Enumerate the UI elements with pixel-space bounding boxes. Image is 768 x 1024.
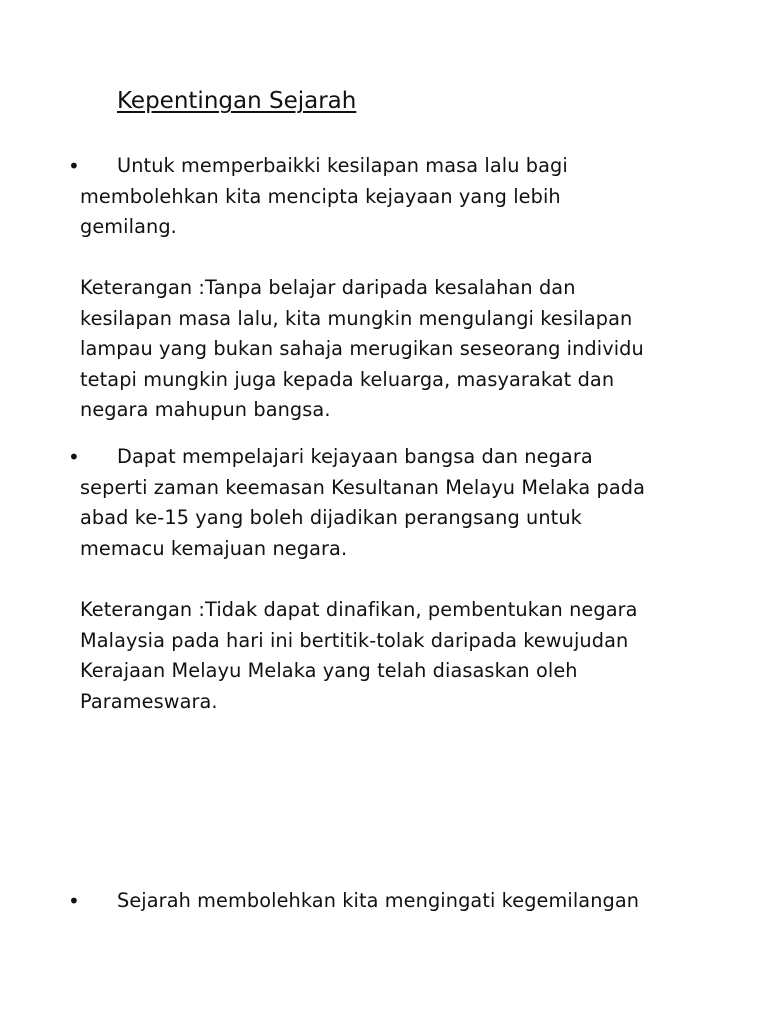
list-item-text-line: seperti zaman keemasan Kesultanan Melayu Melaka pada <box>80 475 645 499</box>
page-title: Kepentingan Sejarah <box>117 88 357 114</box>
note-text-line: Malaysia pada hari ini bertitik-tolak daripada kewujudan <box>80 628 629 652</box>
bullet-icon: • <box>68 889 80 913</box>
note-text-line: Kerajaan Melayu Melaka yang telah diasaskan oleh <box>80 659 578 682</box>
list-item-text-line: gemilang. <box>80 215 177 238</box>
note-text-line: Keterangan :Tanpa belajar daripada kesalahan dan <box>80 276 576 299</box>
list-item-text-line: membolehkan kita mencipta kejayaan yang lebih <box>80 184 561 208</box>
list-item-text-line: Untuk memperbaikki kesilapan masa lalu bagi <box>117 154 568 177</box>
note-text-line: kesilapan masa lalu, kita mungkin mengulangi kesilapan <box>80 306 633 330</box>
list-item-text-line: Dapat mempelajari kejayaan bangsa dan negara <box>117 445 593 468</box>
list-item-text-line: abad ke-15 yang boleh dijadikan perangsang untuk <box>80 506 582 529</box>
note-text-line: Parameswara. <box>80 689 218 713</box>
note-text-line: lampau yang bukan sahaja merugikan seseorang individu <box>80 337 644 360</box>
bullet-icon: • <box>68 445 80 469</box>
list-item-text-line: memacu kemajuan negara. <box>80 536 348 560</box>
note-text-line: Keterangan :Tidak dapat dinafikan, pembentukan negara <box>80 598 638 621</box>
note-text-line: tetapi mungkin juga kepada keluarga, masyarakat dan <box>80 367 615 391</box>
note-text-line: negara mahupun bangsa. <box>80 398 331 421</box>
list-item-text-line: Sejarah membolehkan kita mengingati kegemilangan <box>117 889 640 912</box>
bullet-icon: • <box>68 154 80 178</box>
